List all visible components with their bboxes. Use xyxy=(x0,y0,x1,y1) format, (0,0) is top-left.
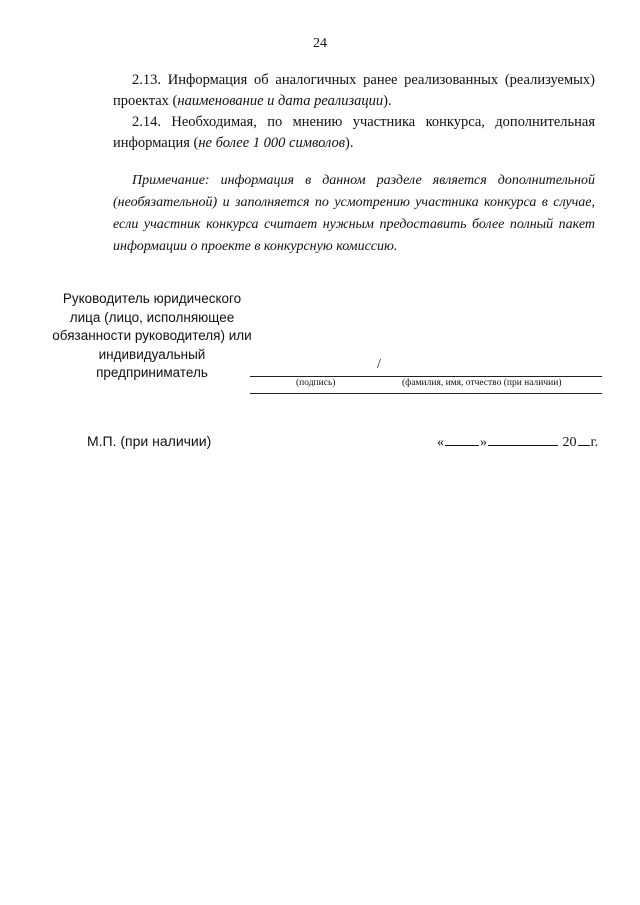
section-2-14-tail: ). xyxy=(345,135,354,151)
note-paragraph: Примечание: информация в данном разделе является дополнительной (необязательной) и заполняется по усмотрению участника конкурса в случае, если участник конкурса считает нужным предоставить более полный пакет информации о проекте в конкурсную комиссию. xyxy=(113,173,595,254)
section-2-13-text: 2.13. Информация об аналогичных ранее реализованных (реализуемых) проектах ( xyxy=(113,72,595,109)
signer-label: Руководитель юридического лица (лицо, исполняющее обязанности руководителя) или индивидуальный предприниматель xyxy=(52,291,252,380)
section-2-13-tail: ). xyxy=(383,93,392,109)
date-field xyxy=(437,433,598,451)
section-2-13-italic: наименование и дата реализации xyxy=(177,93,384,109)
signature-caption: (подпись) xyxy=(296,378,336,388)
signature-separator: / xyxy=(377,357,381,372)
caption-underline xyxy=(250,393,602,394)
year-suffix: г. xyxy=(590,435,599,450)
date-open-quote: « xyxy=(437,435,444,450)
name-caption: (фамилия, имя, отчество (при наличии) xyxy=(402,378,562,388)
year-prefix: 20 xyxy=(562,435,577,450)
month-blank xyxy=(488,433,558,446)
section-2-14-italic: не более 1 000 символов xyxy=(198,135,346,151)
stamp-label: М.П. (при наличии) xyxy=(87,433,212,449)
year-blank xyxy=(578,433,590,446)
section-2-14-text: 2.14. Необходимая, по мнению участника конкурса, дополнительная информация ( xyxy=(113,114,595,151)
date-close-quote: » xyxy=(480,435,487,450)
page-number: 24 xyxy=(313,36,327,51)
section-2-14 xyxy=(113,112,595,154)
day-blank xyxy=(445,433,479,446)
section-2-13 xyxy=(113,70,595,112)
